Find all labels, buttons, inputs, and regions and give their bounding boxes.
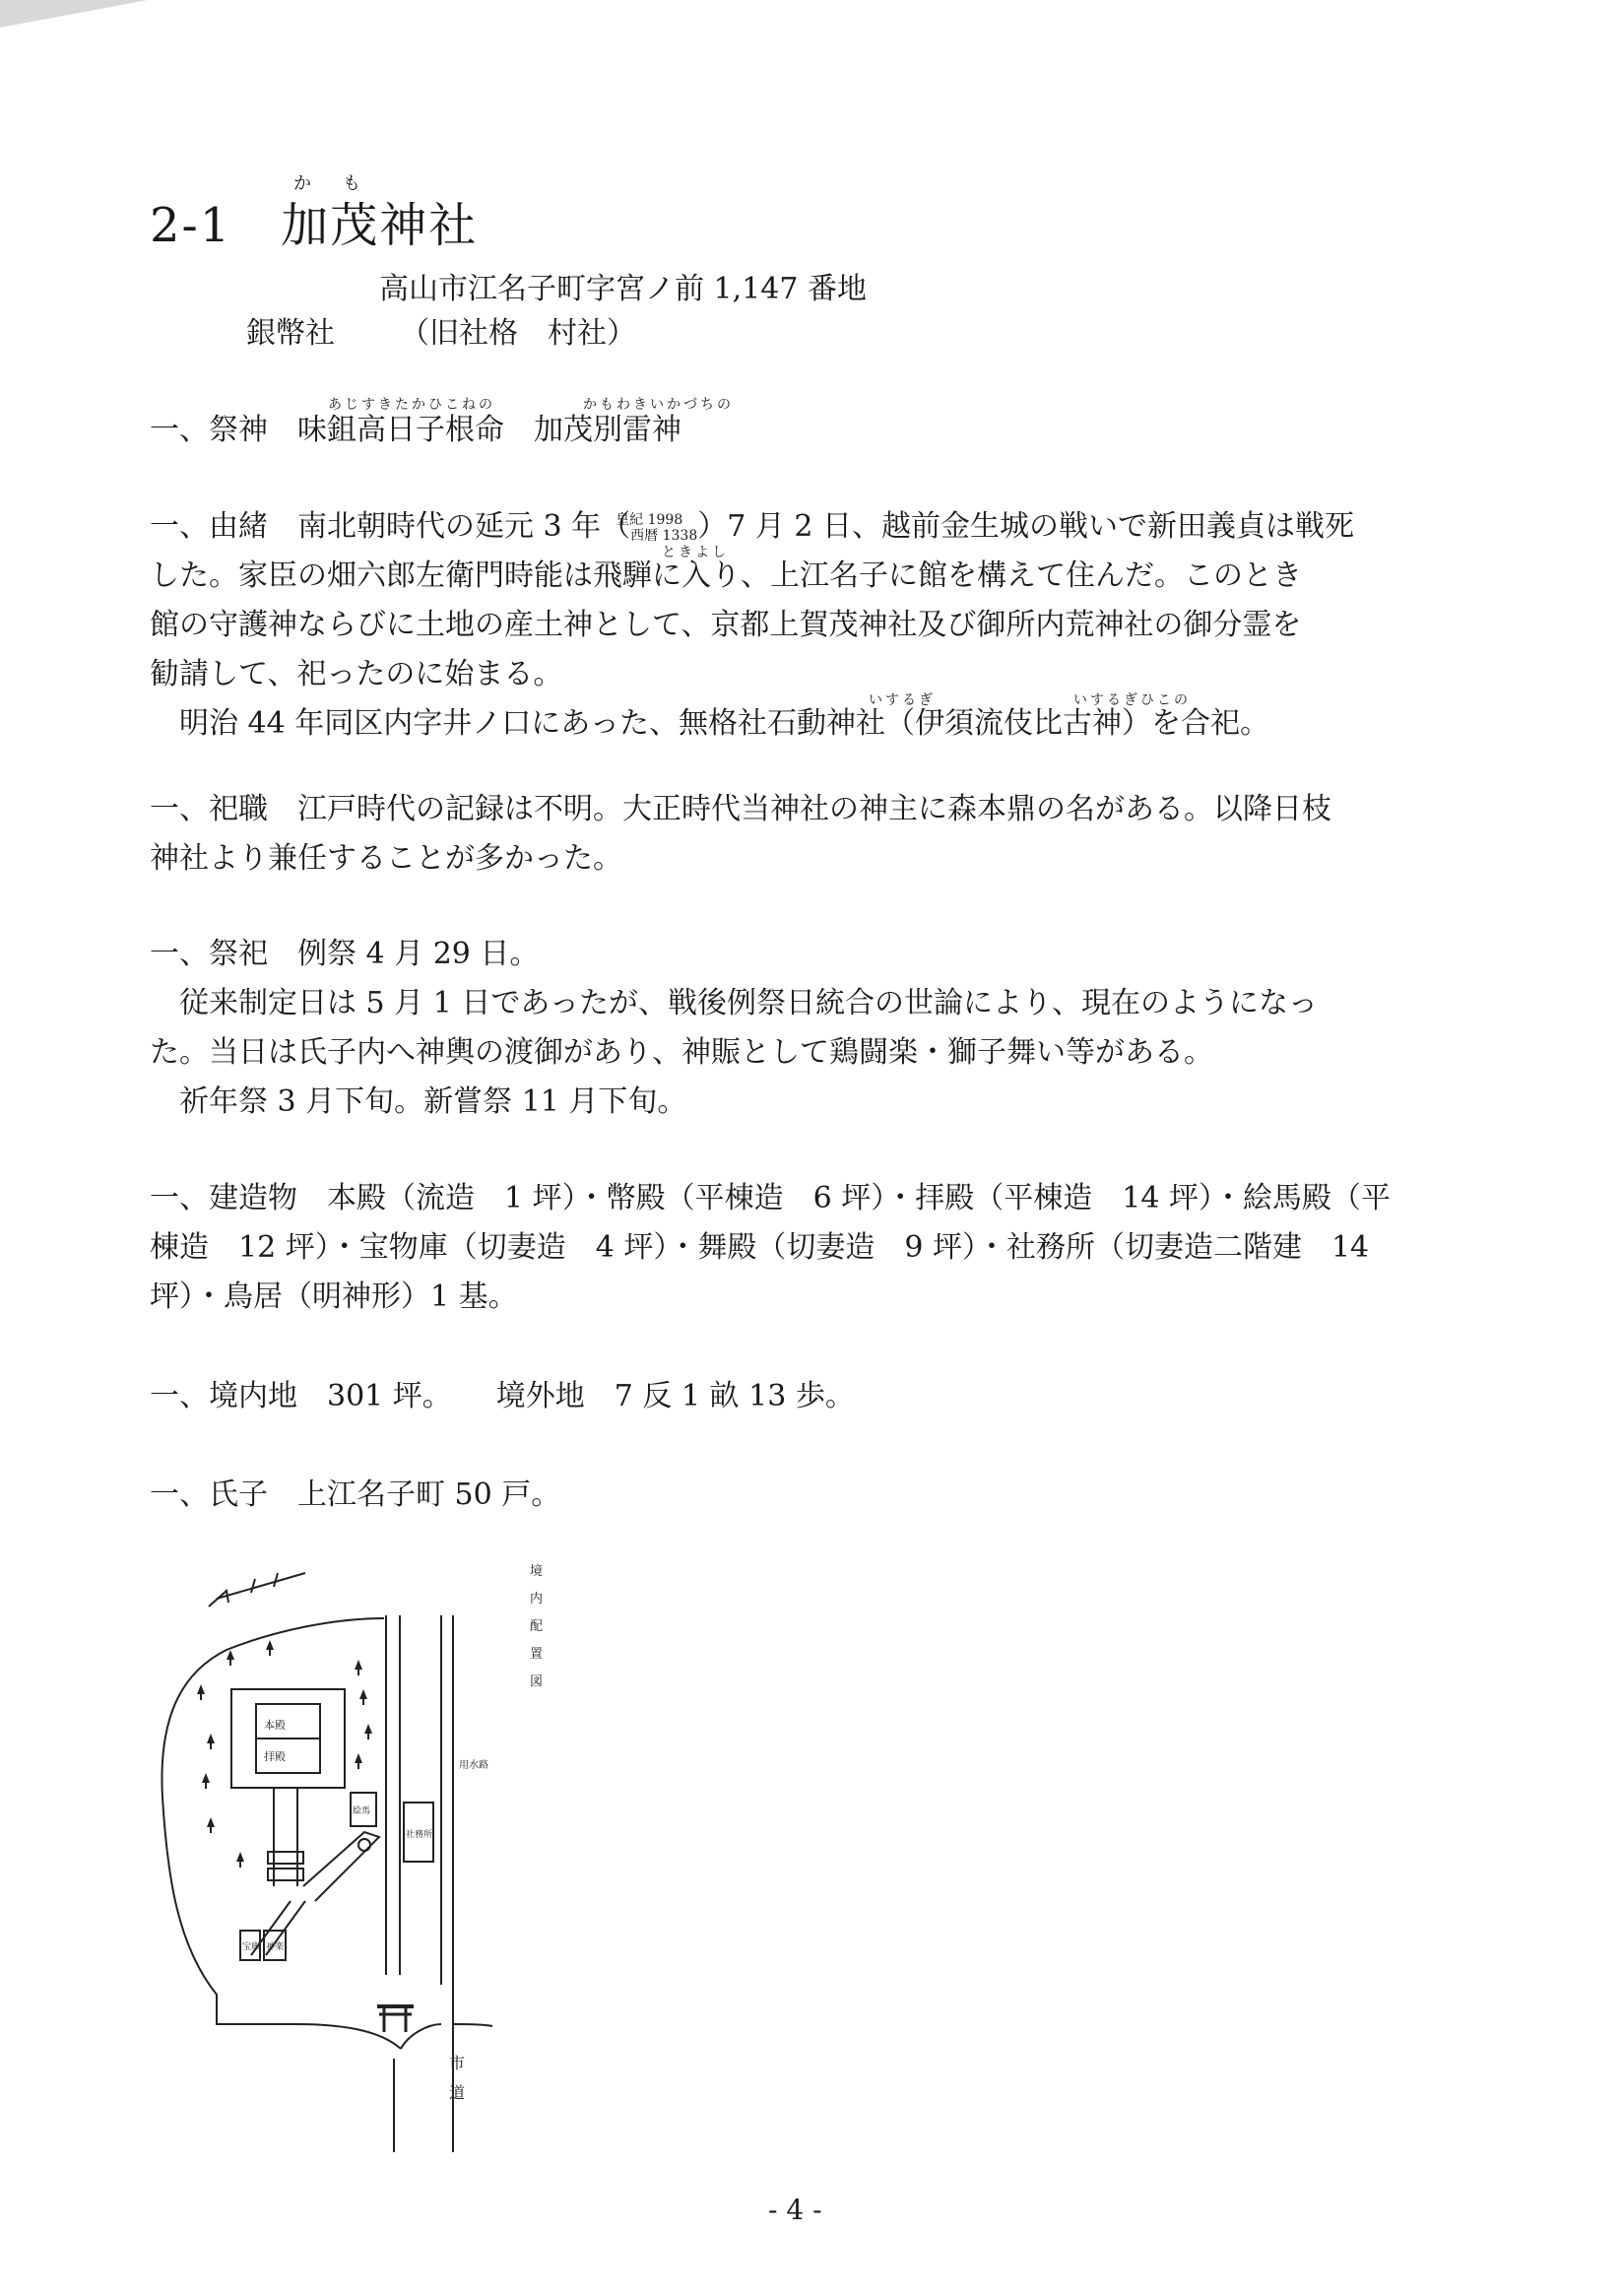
priest-section bbox=[150, 785, 1499, 884]
era-fraction bbox=[616, 512, 698, 544]
grounds-section bbox=[150, 1372, 1469, 1421]
origin-section bbox=[150, 502, 1499, 749]
map-shamusho-label: 社務所 bbox=[406, 1830, 433, 1840]
title-ruby-ka: か bbox=[293, 173, 311, 194]
deities-label: 一、祭神 bbox=[150, 413, 268, 447]
origin-line-5: 明治 44 年同区内字井ノ口にあった、無格社石動神社（伊須流伎比古神）を合祀。 bbox=[179, 706, 1269, 741]
buildings-line-1 bbox=[150, 1174, 1499, 1223]
grounds-inner: 301 坪。 bbox=[327, 1379, 437, 1413]
map-title-1: 境 bbox=[530, 1564, 544, 1579]
parishioners-section bbox=[150, 1471, 1469, 1520]
buildings-section bbox=[150, 1174, 1499, 1322]
deities-ruby-2: かもわきいかづちの bbox=[583, 397, 734, 413]
deities-text: 味鉏高日子根命 加茂別雷神 bbox=[297, 413, 681, 447]
section-title bbox=[150, 187, 478, 255]
map-canal-label: 用水路 bbox=[459, 1760, 488, 1771]
rank-grade: 銀幣社 bbox=[246, 316, 335, 351]
origin-line-1b: ）7 月 2 日、越前金生城の戦いで新田義貞は戦死 bbox=[697, 509, 1355, 544]
origin-line-1a: 南北朝時代の延元 3 年（ bbox=[297, 509, 631, 544]
buildings-label: 一、建造物 bbox=[150, 1181, 297, 1215]
map-hoko-label: 宝庫 bbox=[242, 1942, 261, 1952]
festival-line-3: た。当日は氏子内へ神輿の渡御があり、神賑として鶏闘楽・獅子舞い等がある。 bbox=[150, 1035, 1213, 1070]
grounds-label: 一、境内地 bbox=[150, 1379, 297, 1413]
parishioners-label: 一、氏子 bbox=[150, 1477, 268, 1512]
parishioners-text: 上江名子町 50 戸。 bbox=[297, 1477, 561, 1512]
festival-line-1-text: 例祭 4 月 29 日。 bbox=[297, 937, 540, 971]
festival-line-1 bbox=[150, 930, 1499, 979]
buildings-line-3: 坪）・鳥居（明神形）1 基。 bbox=[150, 1279, 518, 1314]
map-title-5: 図 bbox=[530, 1674, 544, 1689]
priest-line-1 bbox=[150, 785, 1499, 834]
map-honden-label: 本殿 bbox=[264, 1719, 286, 1732]
ruby-tokiyoshi: ときよし bbox=[662, 545, 729, 560]
ruby-isurugihiko: いするぎひこの bbox=[1073, 692, 1191, 708]
buildings-line-1-text: 本殿（流造 1 坪）・幣殿（平棟造 6 坪）・拝殿（平棟造 14 坪）・絵馬殿（平 bbox=[327, 1181, 1391, 1215]
map-road-1: 市 bbox=[449, 2054, 466, 2072]
buildings-line-2: 棟造 12 坪）・宝物庫（切妻造 4 坪）・舞殿（切妻造 9 坪）・社務所（切妻造二階建 14 bbox=[150, 1230, 1370, 1265]
map-title-3: 配 bbox=[530, 1619, 544, 1634]
rank-former: （旧社格 村社） bbox=[400, 316, 636, 351]
priest-label: 一、祀職 bbox=[150, 792, 268, 826]
shrine-rank bbox=[246, 308, 636, 352]
ruby-isurugi: いするぎ bbox=[869, 692, 936, 708]
map-road-2: 道 bbox=[449, 2083, 466, 2102]
origin-line-4: 勧請して、祀ったのに始まる。 bbox=[150, 657, 563, 691]
festival-line-2: 従来制定日は 5 月 1 日であったが、戦後例祭日統合の世論により、現在のようになっ bbox=[179, 986, 1319, 1020]
north-arrow-head bbox=[209, 1591, 228, 1607]
map-emaden-label: 絵馬 bbox=[353, 1806, 371, 1816]
map-title-4: 置 bbox=[530, 1647, 544, 1662]
map-haiden-label: 拝殿 bbox=[264, 1750, 286, 1763]
priest-line-2: 神社より兼任することが多かった。 bbox=[150, 841, 622, 876]
era-imperial: 皇紀 1998 bbox=[616, 512, 683, 528]
grounds-outer-label: 境外地 bbox=[495, 1379, 585, 1413]
page-number: - 4 - bbox=[768, 2194, 822, 2226]
festival-label: 一、祭祀 bbox=[150, 937, 268, 971]
grounds-outer: 7 反 1 畝 13 歩。 bbox=[614, 1379, 855, 1413]
north-arrow-line bbox=[217, 1573, 305, 1599]
era-western: 西暦 1338 bbox=[630, 528, 698, 544]
map-title-2: 内 bbox=[530, 1592, 544, 1607]
page-fold-shadow bbox=[0, 0, 148, 28]
priest-line-1-text: 江戸時代の記録は不明。大正時代当神社の神主に森本鼎の名がある。以降日枝 bbox=[297, 792, 1331, 826]
festival-line-4: 祈年祭 3 月下旬。新嘗祭 11 月下旬。 bbox=[179, 1084, 687, 1119]
deities-ruby-1: あじすきたかひこねの bbox=[328, 397, 495, 413]
shrine-address: 高山市江名子町字宮ノ前 1,147 番地 bbox=[379, 272, 867, 306]
precinct-boundary bbox=[162, 1618, 401, 2049]
title-ruby-mo: も bbox=[343, 173, 360, 194]
origin-label: 一、由緒 bbox=[150, 509, 268, 544]
festival-section bbox=[150, 930, 1499, 1127]
origin-line-1 bbox=[150, 502, 1499, 552]
section-number: 2-1 bbox=[150, 198, 232, 253]
precinct-map bbox=[158, 1561, 611, 2152]
shrine-name: 加茂神社 bbox=[281, 198, 479, 253]
origin-line-3: 館の守護神ならびに土地の産土神として、京都上賀茂神社及び御所内荒神社の御分霊を bbox=[150, 608, 1302, 642]
origin-line-2: した。家臣の畑六郎左衛門時能は飛騨に入り、上江名子に館を構えて住んだ。このとき bbox=[150, 558, 1302, 593]
map-kagura-label: 神楽 bbox=[266, 1942, 285, 1952]
